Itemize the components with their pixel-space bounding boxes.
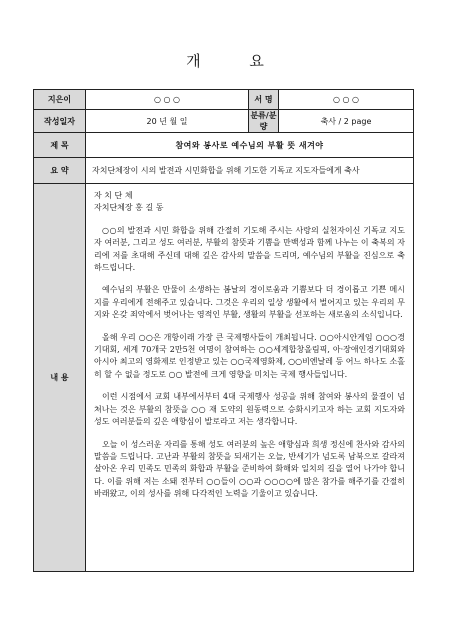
content-body	[86, 184, 414, 572]
summary-label: 요 약	[34, 158, 86, 184]
content-org-line: 자 치 단 체	[94, 191, 133, 200]
summary-value: 자치단체장이 시의 발전과 시민화합을 위해 기도한 기독교 지도자들에게 축사	[86, 158, 414, 184]
category-value: 축사 / 2 page	[279, 110, 414, 133]
author-label: 지은이	[34, 90, 86, 110]
page-title: 개 요	[186, 52, 286, 70]
content-label: 내 용	[34, 184, 86, 572]
subject-value: 참여와 봉사로 예수님의 부활 뜻 새겨야	[86, 133, 414, 158]
content-paragraph-5: 오늘 이 성스러운 자리를 통해 성도 여러분의 높은 애향심과 희생 정신에 찬사와 감사의 말씀을 드립니다. 고난과 부활의 참뜻을 되새기는 오늘, 반세기가 넘도록 남북으로 갈라져 살아온 우리 민족도 민족의 화합과 부활을 준비하여 화해와 일치의 길을 열어 나가야 합니다. 이를 위해 저는 소돼 전부터 ○○들이 ○○과 ○○○○에 많은 참가를 해주기를 간절히 바래왔고, 이의 성사를 위해 다각적인 노력을 기울이고 있습니다.	[94, 439, 405, 499]
row-date	[34, 110, 414, 133]
author-value: ○ ○ ○	[86, 90, 249, 110]
row-summary	[34, 158, 414, 184]
date-label: 작성일자	[34, 110, 86, 133]
subject-label: 제 목	[34, 133, 86, 158]
row-subject	[34, 133, 414, 158]
content-paragraph-1: ○○의 발전과 시민 화합을 위해 간절히 기도해 주시는 사랑의 실천자이신 기독교 지도자 여러분, 그리고 성도 여러분, 부활의 참뜻과 기쁨을 만백성과 함께 나누는 이 축복의 자리에 저를 초대해 주신데 대해 깊은 감사의 말씀을 드리며, 예수님의 부활을 진심으로 축하드립니다.	[94, 225, 405, 273]
book-title-value: ○ ○ ○	[279, 90, 414, 110]
content-paragraph-4: 이런 시점에서 교회 내부에서부터 4대 국제행사 성공을 위해 참여와 봉사의 물결이 넘쳐나는 것은 부활의 참뜻을 ○○ 재 도약의 원동력으로 승화시키고자 하는 교회 지도자와 성도 여러분들의 깊은 애향심이 발로라고 저는 생각합니다.	[94, 392, 405, 427]
content-paragraph-3: 올해 우리 ○○은 개항이래 가장 큰 국제행사들이 개최됩니다. ○○아시안게임 ○○○경기대회, 세계 70개국 2만5천 여명이 참여하는 ○○세계합창올림픽, 아·장애인경기대회와 아시아 최고의 영화제로 인정받고 있는 ○○국제영화제, ○○비엔날레 등 어느 하나도 소홀히 할 수 없을 정도로 ○○ 발전에 크게 영향을 미치는 국제 행사들입니다.	[94, 332, 405, 379]
date-value: 20 년 월 일	[86, 110, 249, 133]
row-content	[34, 184, 414, 572]
book-title-label: 서 명	[249, 90, 279, 110]
row-author	[34, 90, 414, 110]
content-paragraph-2: 예수님의 부활은 만물이 소생하는 봄날의 경이로움과 기쁨보다 더 경이롭고 기쁜 메시지를 우리에게 전해주고 있습니다. 그것은 우리의 일상 생활에서 벌어지고 있는 우리의 무지와 온갖 죄악에서 벗어나는 영적인 부활, 생활의 부활을 선포하는 새로움의 소식입니다.	[94, 285, 405, 320]
category-label: 분류/분량	[250, 111, 277, 131]
summary-form-table	[33, 89, 414, 572]
content-speaker-line: 자치단체장 홍 길 동	[94, 203, 164, 213]
